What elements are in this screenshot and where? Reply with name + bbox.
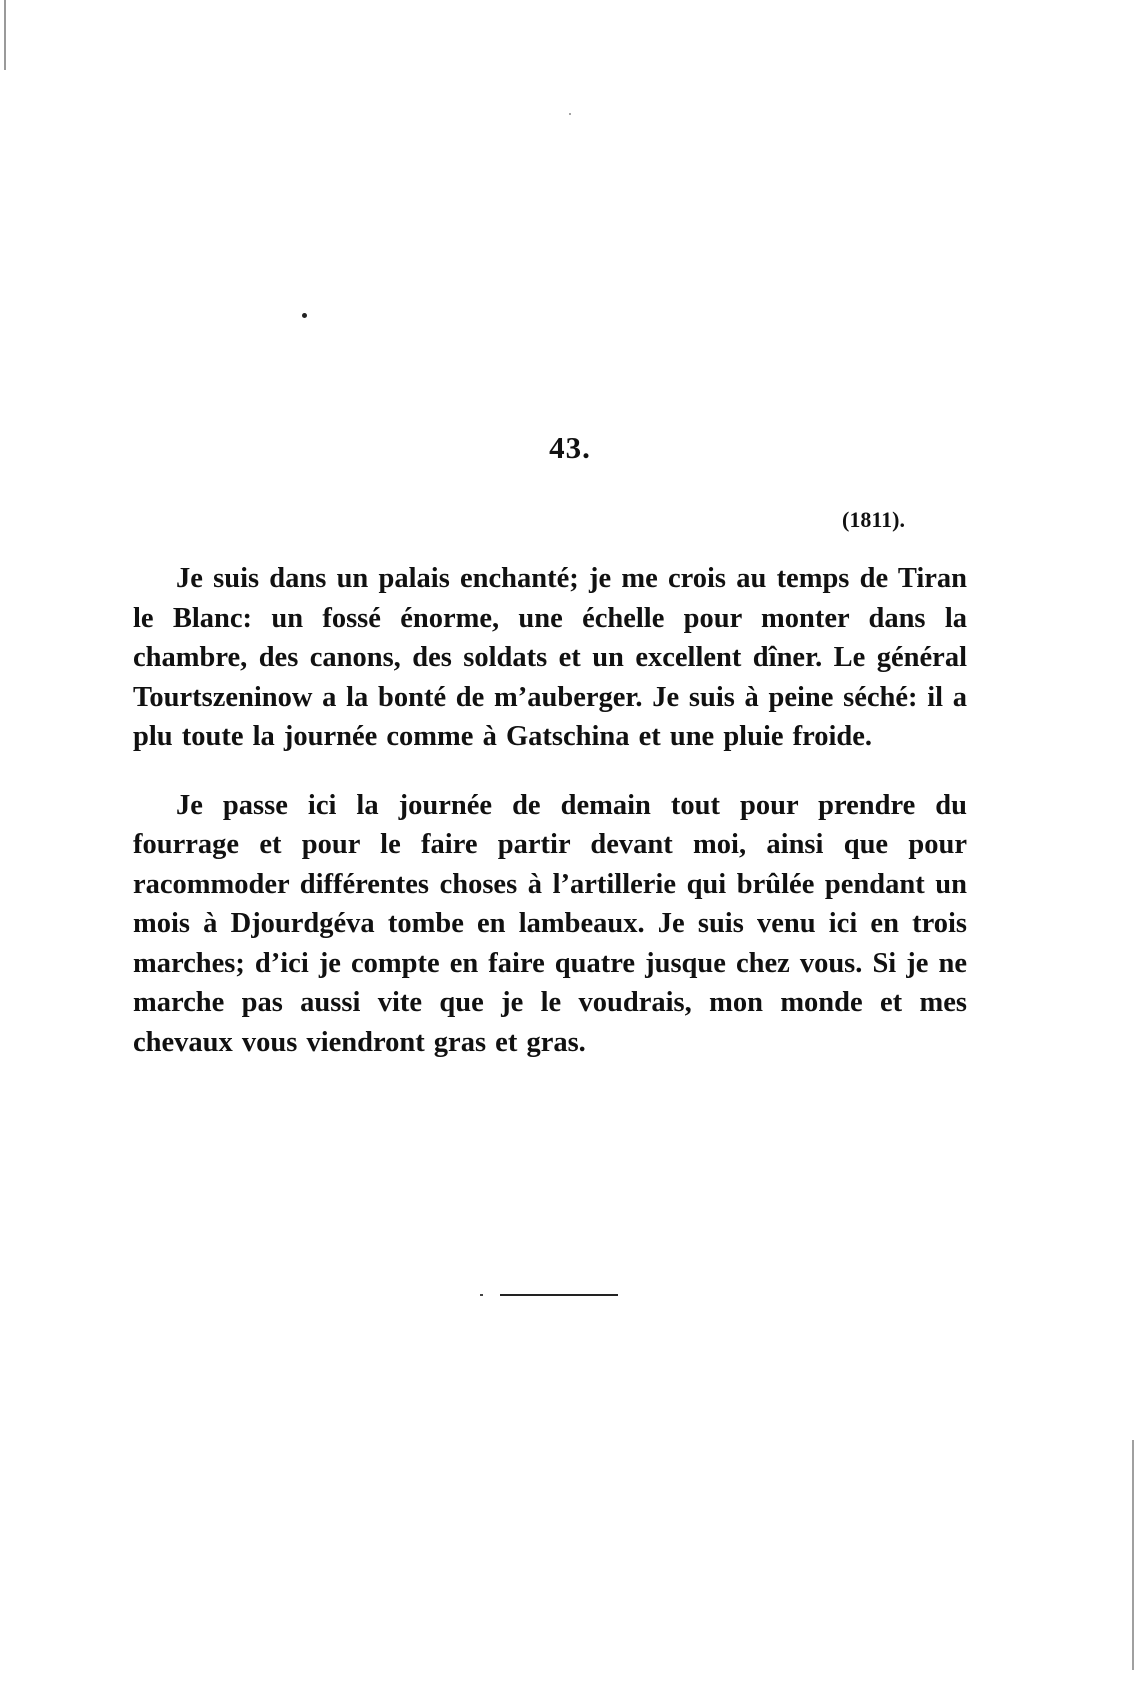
letter-date: (1811).	[842, 507, 905, 532]
ink-speck	[302, 313, 307, 318]
scan-edge-mark	[1132, 1440, 1134, 1670]
paragraph: Je suis dans un palais enchanté; je me crois au temps de Tiran le Blanc: un fossé énorme, une échelle pour monter dans la chambre, des canons, des soldats et un excellent dîner. Le général Tourtszeninow a la bonté de m’auberger. Je suis à peine séché: il a plu toute la journée comme à Gatschina et une pluie froide.	[133, 563, 967, 752]
letter-body	[133, 559, 967, 1062]
scan-edge-mark	[4, 0, 6, 70]
end-rule	[500, 1294, 618, 1296]
paragraph: Je passe ici la journée de demain tout pour prendre du fourrage et pour le faire partir devant moi, ainsi que pour racommoder différentes choses à l’artillerie qui brûlée pendant un mois à Djourdgéva tombe en lambeaux. Je suis venu ici en trois marches; d’ici je compte en faire quatre jusque chez vous. Si je ne marche pas aussi vite que je le voudrais, mon monde et mes chevaux vous viendront gras et gras.	[133, 789, 967, 1058]
end-rule-dot	[480, 1294, 483, 1296]
letter-number: 43.	[549, 430, 591, 465]
ink-speck	[569, 113, 571, 115]
